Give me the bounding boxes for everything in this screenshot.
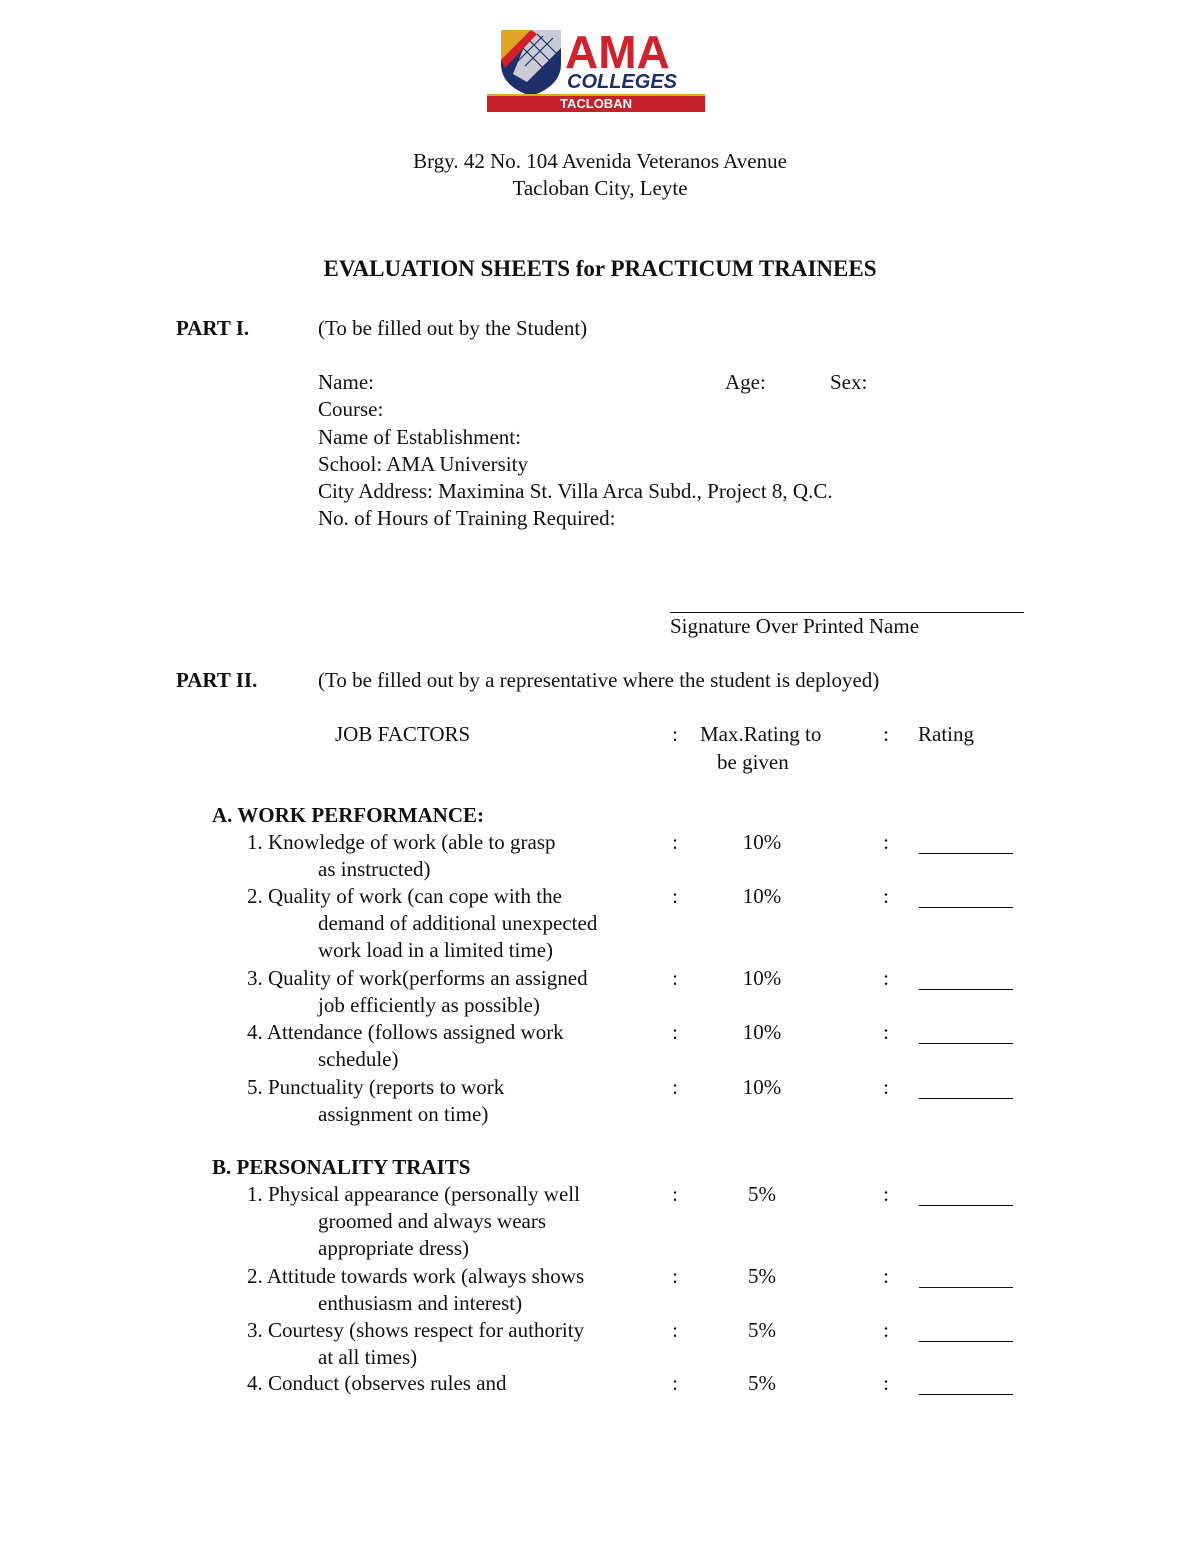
max-rating-value: 10% [742,1020,782,1044]
job-factor-text: 3. Quality of work(performs an assigned [247,966,588,990]
colon: : [883,1371,889,1395]
part2-label: PART II. [176,668,258,692]
colon: : [883,1318,889,1342]
job-factor-text: job efficiently as possible) [318,993,540,1017]
colon: : [672,1371,678,1395]
rating-blank[interactable] [919,1394,1013,1395]
job-factor-text: assignment on time) [318,1102,489,1126]
max-rating-value: 5% [748,1371,776,1395]
header-colon: : [672,722,678,746]
colon: : [672,1264,678,1288]
job-factor-text: demand of additional unexpected [318,911,598,935]
colon: : [883,1182,889,1206]
colon: : [883,1020,889,1044]
max-rating-value: 5% [748,1318,776,1342]
rating-blank[interactable] [919,989,1013,990]
header-rating: Rating [918,722,974,746]
header-colon: : [883,722,889,746]
colon: : [883,966,889,990]
colon: : [672,966,678,990]
signature-label: Signature Over Printed Name [670,614,920,638]
course-field-label: Course: [318,397,384,421]
name-field-label: Name: [318,370,374,394]
rating-blank[interactable] [919,1043,1013,1044]
job-factor-text: 1. Physical appearance (personally well [247,1182,580,1206]
job-factor-text: 3. Courtesy (shows respect for authority [247,1318,585,1342]
section-b-title: B. PERSONALITY TRAITS [212,1155,471,1179]
colon: : [672,1075,678,1099]
section-a-title: A. WORK PERFORMANCE: [212,803,485,827]
part2-instruction: (To be filled out by a representative where the student is deployed) [318,668,880,692]
colon: : [672,884,678,908]
svg-text:AMA: AMA [565,26,670,78]
rating-blank[interactable] [919,853,1013,854]
job-factor-text: 5. Punctuality (reports to work [247,1075,505,1099]
job-factor-text: groomed and always wears [318,1209,547,1233]
rating-blank[interactable] [919,907,1013,908]
ama-colleges-logo [487,24,705,116]
rating-blank[interactable] [919,1205,1013,1206]
max-rating-value: 5% [748,1182,776,1206]
job-factor-text: as instructed) [318,857,431,881]
header-job-factors: JOB FACTORS [335,722,471,746]
city-address-field: City Address: Maximina St. Villa Arca Subd., Project 8, Q.C. [318,479,833,503]
svg-text:TACLOBAN: TACLOBAN [560,96,632,111]
part1-label: PART I. [176,316,250,340]
job-factor-text: 2. Attitude towards work (always shows [247,1264,585,1288]
header-max-rating: Max.Rating to [700,722,822,746]
job-factor-text: 4. Conduct (observes rules and [247,1371,507,1395]
max-rating-value: 10% [742,830,782,854]
colon: : [883,884,889,908]
colon: : [672,830,678,854]
job-factor-text: enthusiasm and interest) [318,1291,523,1315]
part1-instruction: (To be filled out by the Student) [318,316,588,340]
address-line-2: Tacloban City, Leyte [512,176,688,200]
rating-blank[interactable] [919,1341,1013,1342]
max-rating-value: 10% [742,884,782,908]
job-factor-text: work load in a limited time) [318,938,554,962]
job-factor-text: appropriate dress) [318,1236,470,1260]
colon: : [883,830,889,854]
rating-blank[interactable] [919,1098,1013,1099]
school-address [0,148,1200,202]
sex-field-label: Sex: [830,370,868,394]
job-factor-text: at all times) [318,1345,418,1369]
establishment-field-label: Name of Establishment: [318,425,521,449]
colon: : [883,1264,889,1288]
rating-blank[interactable] [919,1287,1013,1288]
page-title: EVALUATION SHEETS for PRACTICUM TRAINEES [323,256,877,281]
colon: : [672,1020,678,1044]
max-rating-value: 10% [742,966,782,990]
training-hours-field-label: No. of Hours of Training Required: [318,506,616,530]
school-field: School: AMA University [318,452,529,476]
colon: : [672,1182,678,1206]
age-field-label: Age: [725,370,766,394]
job-factor-text: schedule) [318,1047,399,1071]
colon: : [883,1075,889,1099]
svg-text:COLLEGES: COLLEGES [567,71,678,93]
job-factor-text: 1. Knowledge of work (able to grasp [247,830,556,854]
job-factor-text: 4. Attendance (follows assigned work [247,1020,564,1044]
colon: : [672,1318,678,1342]
header-max-rating-line2: be given [717,750,789,774]
address-line-1: Brgy. 42 No. 104 Avenida Veteranos Avenue [413,149,787,173]
job-factor-text: 2. Quality of work (can cope with the [247,884,562,908]
max-rating-value: 5% [748,1264,776,1288]
max-rating-value: 10% [742,1075,782,1099]
